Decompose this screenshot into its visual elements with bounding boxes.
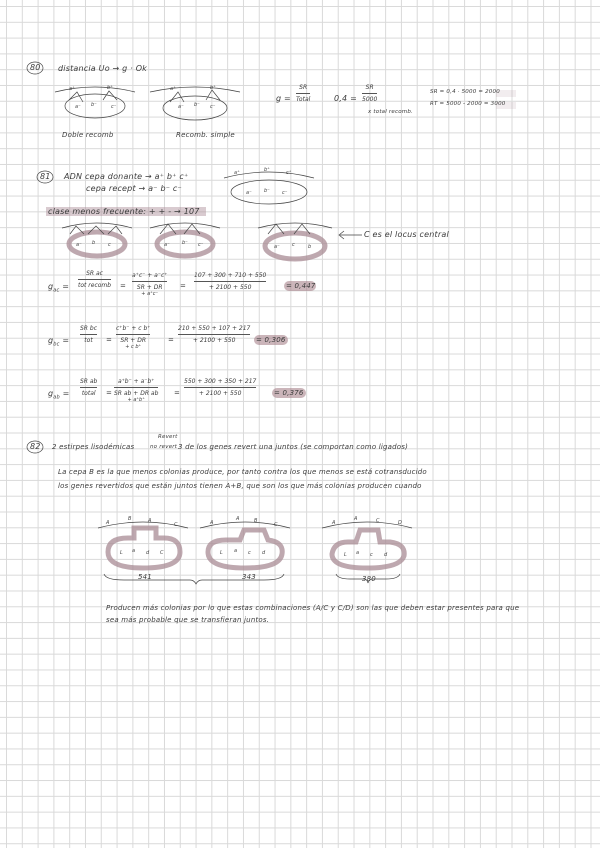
q81-line1: ADN cepa donante → a⁺ b⁺ c⁺ (64, 172, 189, 181)
svg-text:b: b (92, 240, 96, 246)
q80-title: distancia Uo → g · Ok (58, 64, 148, 73)
q81-gbc-f2-mid: SR + DR (120, 336, 147, 344)
q81-gac-g: g (48, 282, 54, 291)
svg-text:a⁺: a⁺ (170, 86, 176, 92)
q81-gac-f2-bot: + a⁺c⁻ (141, 290, 159, 297)
svg-text:d: d (146, 550, 150, 556)
q81-gbc-f3-top: 210 + 550 + 107 + 217 (178, 325, 251, 332)
q81-gac-frac2 (132, 272, 167, 297)
svg-text:a: a (132, 548, 136, 554)
q82-line1-pre: 2 estirpes lisodémicas (52, 443, 135, 451)
q81-gbc-sub: bc (53, 341, 60, 348)
q80-frac-num: SR (299, 84, 308, 91)
q80-number: 80 (30, 63, 41, 72)
q81-gab-eq1: = (106, 389, 113, 397)
q81-gac-lhs: $g_{ac}$ = (48, 282, 70, 294)
q81-gbc-frac2 (116, 325, 150, 350)
q81-gab-lhs: $g_{ab}$ = (48, 389, 70, 401)
svg-text:b⁻: b⁻ (182, 240, 188, 246)
svg-text:L: L (344, 552, 347, 558)
svg-text:A: A (106, 520, 110, 526)
svg-text:a⁻: a⁻ (246, 190, 252, 196)
svg-text:C: C (274, 522, 278, 528)
q81-gbc-f2-top: c⁺b⁻ + c b⁺ (116, 325, 151, 332)
q81-gab-f3-bot: + 2100 + 550 (198, 389, 242, 397)
q81-gbc-f1-top: SR bc (80, 325, 97, 332)
q81-arrow-icon (338, 230, 362, 240)
q81-line2: cepa recept → a⁻ b⁻ c⁻ (86, 184, 182, 193)
svg-text:C: C (160, 550, 164, 556)
svg-text:c⁻: c⁻ (210, 104, 216, 110)
q81-gab-eq2: = (174, 389, 181, 397)
q82-diagram-3 (322, 516, 412, 576)
svg-text:d: d (262, 550, 266, 556)
q80-double-recomb-diagram (55, 84, 135, 134)
q81-gac-f1-top: SR ac (86, 270, 103, 277)
svg-text:d: d (384, 552, 388, 558)
q81-gab-f2-top: a⁺b⁻ + a⁻b⁺ (117, 378, 155, 385)
q80-frac2-den: 5000 (362, 95, 378, 103)
svg-text:a⁺: a⁺ (234, 170, 240, 176)
q80-formula-g: g = (276, 94, 291, 103)
q82-brace-top: Revert (158, 434, 178, 440)
q81-gbc-frac3 (178, 325, 250, 344)
svg-text:B: B (254, 518, 258, 524)
q80-frac2-bar (362, 93, 377, 94)
svg-text:c⁻: c⁻ (282, 190, 288, 196)
q80-formula-04: 0,4 = (334, 94, 357, 103)
q81-gab-g: g (48, 389, 54, 398)
q81-gbc-g: g (48, 336, 54, 345)
svg-text:L: L (220, 550, 223, 556)
q81-gac-result: = 0,447 (286, 282, 316, 290)
q81-gbc-f3-bar (178, 334, 250, 335)
svg-text:c: c (292, 242, 295, 248)
q80-frac-bar (296, 93, 310, 94)
q80-calc2: RT = 5000 - 2000 = 3000 (430, 101, 506, 107)
q81-gab-f2-mid: SR ab + DR ab (114, 389, 159, 397)
q81-gac-eq1: = (120, 282, 127, 290)
svg-text:a⁺: a⁺ (69, 86, 75, 92)
q81-number: 81 (40, 172, 51, 181)
q82-p1-line1: La cepa B es la que menos colonias produce, por tanto contra los que menos se está cotransducido (58, 468, 427, 476)
q81-gbc-result: = 0,306 (256, 336, 286, 344)
q81-gab-f3-bar (184, 387, 256, 388)
q80-simple-recomb-diagram (150, 84, 240, 134)
q82-count3: 380 (362, 575, 376, 583)
svg-text:C: C (376, 518, 380, 524)
svg-text:a⁻: a⁻ (75, 104, 81, 110)
svg-text:b⁺: b⁺ (210, 85, 216, 91)
q81-gbc-f2-bar (116, 334, 150, 335)
q82-diagram-1 (98, 516, 188, 576)
svg-text:b: b (308, 244, 312, 250)
svg-text:C: C (174, 522, 178, 528)
q81-gbc-eq2: = (168, 336, 175, 344)
q81-gac-f2-mid: SR + DR (136, 283, 163, 291)
q81-gab-sub: ab (53, 394, 60, 401)
q82-line1-post: 3 de los genes revert una juntos (se comportan como ligados) (178, 443, 409, 451)
svg-text:a⁻: a⁻ (76, 242, 82, 248)
q81-gab-frac3 (184, 378, 256, 397)
q81-gab-f2-bot: + a⁺b⁺ (127, 396, 145, 403)
q82-p2-line1: Producen más colonias por lo que estas combinaciones (A/C y C/D) son las que deben estar presentes para que (106, 604, 520, 612)
q80-frac-sr-5000 (362, 84, 377, 103)
q80-frac-sr-total (296, 84, 310, 103)
svg-text:D: D (398, 520, 402, 526)
q81-gac-frac1 (78, 270, 111, 289)
q81-gab-frac2 (114, 378, 158, 403)
q81-gbc-f1-bar (80, 334, 97, 335)
q82-diagram-2 (200, 516, 290, 576)
q82-p2-line2: sea más probable que se transfieran juntos. (106, 616, 270, 624)
q82-count2: 343 (242, 573, 256, 581)
q81-line3: clase menos frecuente: + + - → 107 (48, 207, 200, 216)
q81-gac-sub: ac (53, 287, 60, 294)
q81-gab-f1-bar (80, 387, 97, 388)
q81-diagram-1 (62, 218, 132, 264)
q81-gbc-f1-bot: tot (84, 336, 93, 344)
svg-text:a: a (234, 548, 238, 554)
svg-text:B: B (128, 516, 132, 522)
q81-gab-result: = 0,376 (274, 389, 304, 397)
svg-text:c⁺: c⁺ (286, 170, 292, 176)
q82-number: 82 (30, 442, 41, 451)
svg-text:A: A (354, 516, 358, 522)
svg-text:c: c (248, 550, 251, 556)
q82-brace-bot: no revert (150, 444, 178, 450)
q81-gab-f3-top: 550 + 300 + 350 + 217 (184, 378, 257, 385)
svg-text:b⁻: b⁻ (194, 102, 200, 108)
q81-top-ellipse-diagram (224, 166, 314, 208)
q81-gbc-frac1 (80, 325, 97, 344)
q81-diagram-2 (150, 218, 220, 264)
q80-frac2-num: SR (365, 84, 374, 91)
q82-p1-line2: los genes revertidos que están juntos tienen A+B, que son los que más colonias producen cuando (58, 482, 422, 490)
q81-gac-f2-top: a⁺c⁻ + a⁻c⁺ (132, 272, 168, 279)
svg-text:c⁻: c⁻ (198, 242, 204, 248)
q81-gab-f1-bot: total (81, 389, 96, 397)
q81-gac-frac3 (194, 272, 266, 291)
svg-text:c: c (108, 242, 111, 248)
q81-gbc-eq1: = (106, 336, 113, 344)
q81-gbc-f3-bot: + 2100 + 550 (192, 336, 236, 344)
svg-text:a⁻: a⁻ (274, 244, 280, 250)
q81-gac-f2-bar (132, 281, 167, 282)
q81-note: C es el locus central (364, 230, 449, 239)
svg-text:A: A (148, 518, 152, 524)
svg-text:c: c (370, 552, 373, 558)
svg-text:L: L (120, 550, 123, 556)
q81-gac-f3-top: 107 + 300 + 710 + 550 (194, 272, 267, 279)
q81-gac-f3-bot: + 2100 + 550 (208, 283, 252, 291)
svg-text:A: A (332, 520, 336, 526)
q82-count1: 541 (138, 573, 152, 581)
q81-gac-f1-bot: tot recomb (78, 281, 112, 289)
q80-calc1: SR = 0,4 · 5000 = 2000 (430, 89, 500, 95)
svg-text:A: A (236, 516, 240, 522)
svg-text:b⁻: b⁻ (264, 188, 270, 194)
q80-frac-den: Total (296, 95, 311, 103)
q81-gbc-lhs: $g_{bc}$ = (48, 336, 70, 348)
q81-gbc-f2-bot: + c b⁺ (125, 343, 142, 350)
svg-text:b⁺: b⁺ (264, 167, 270, 173)
q81-gab-f2-bar (114, 387, 158, 388)
q82-brace-under-1-2 (104, 574, 284, 586)
svg-text:a: a (356, 550, 360, 556)
q81-gab-f1-top: SR ab (80, 378, 98, 385)
q80-fig1-label: Doble recomb (62, 131, 114, 139)
svg-text:b⁺: b⁺ (107, 85, 113, 91)
svg-text:a⁻: a⁻ (164, 242, 170, 248)
svg-text:b⁻: b⁻ (91, 102, 97, 108)
svg-text:A: A (210, 520, 214, 526)
q81-gab-frac1 (80, 378, 97, 397)
q81-gac-eq2: = (180, 282, 187, 290)
q81-diagram-3 (258, 218, 332, 266)
svg-text:a⁻: a⁻ (178, 104, 184, 110)
svg-text:c⁻: c⁻ (111, 104, 117, 110)
q81-gac-f3-bar (194, 281, 266, 282)
q80-fig2-label: Recomb. simple (176, 131, 235, 139)
q81-gac-f1-bar (78, 279, 111, 280)
q80-total-recomb: x total recomb. (368, 109, 413, 115)
